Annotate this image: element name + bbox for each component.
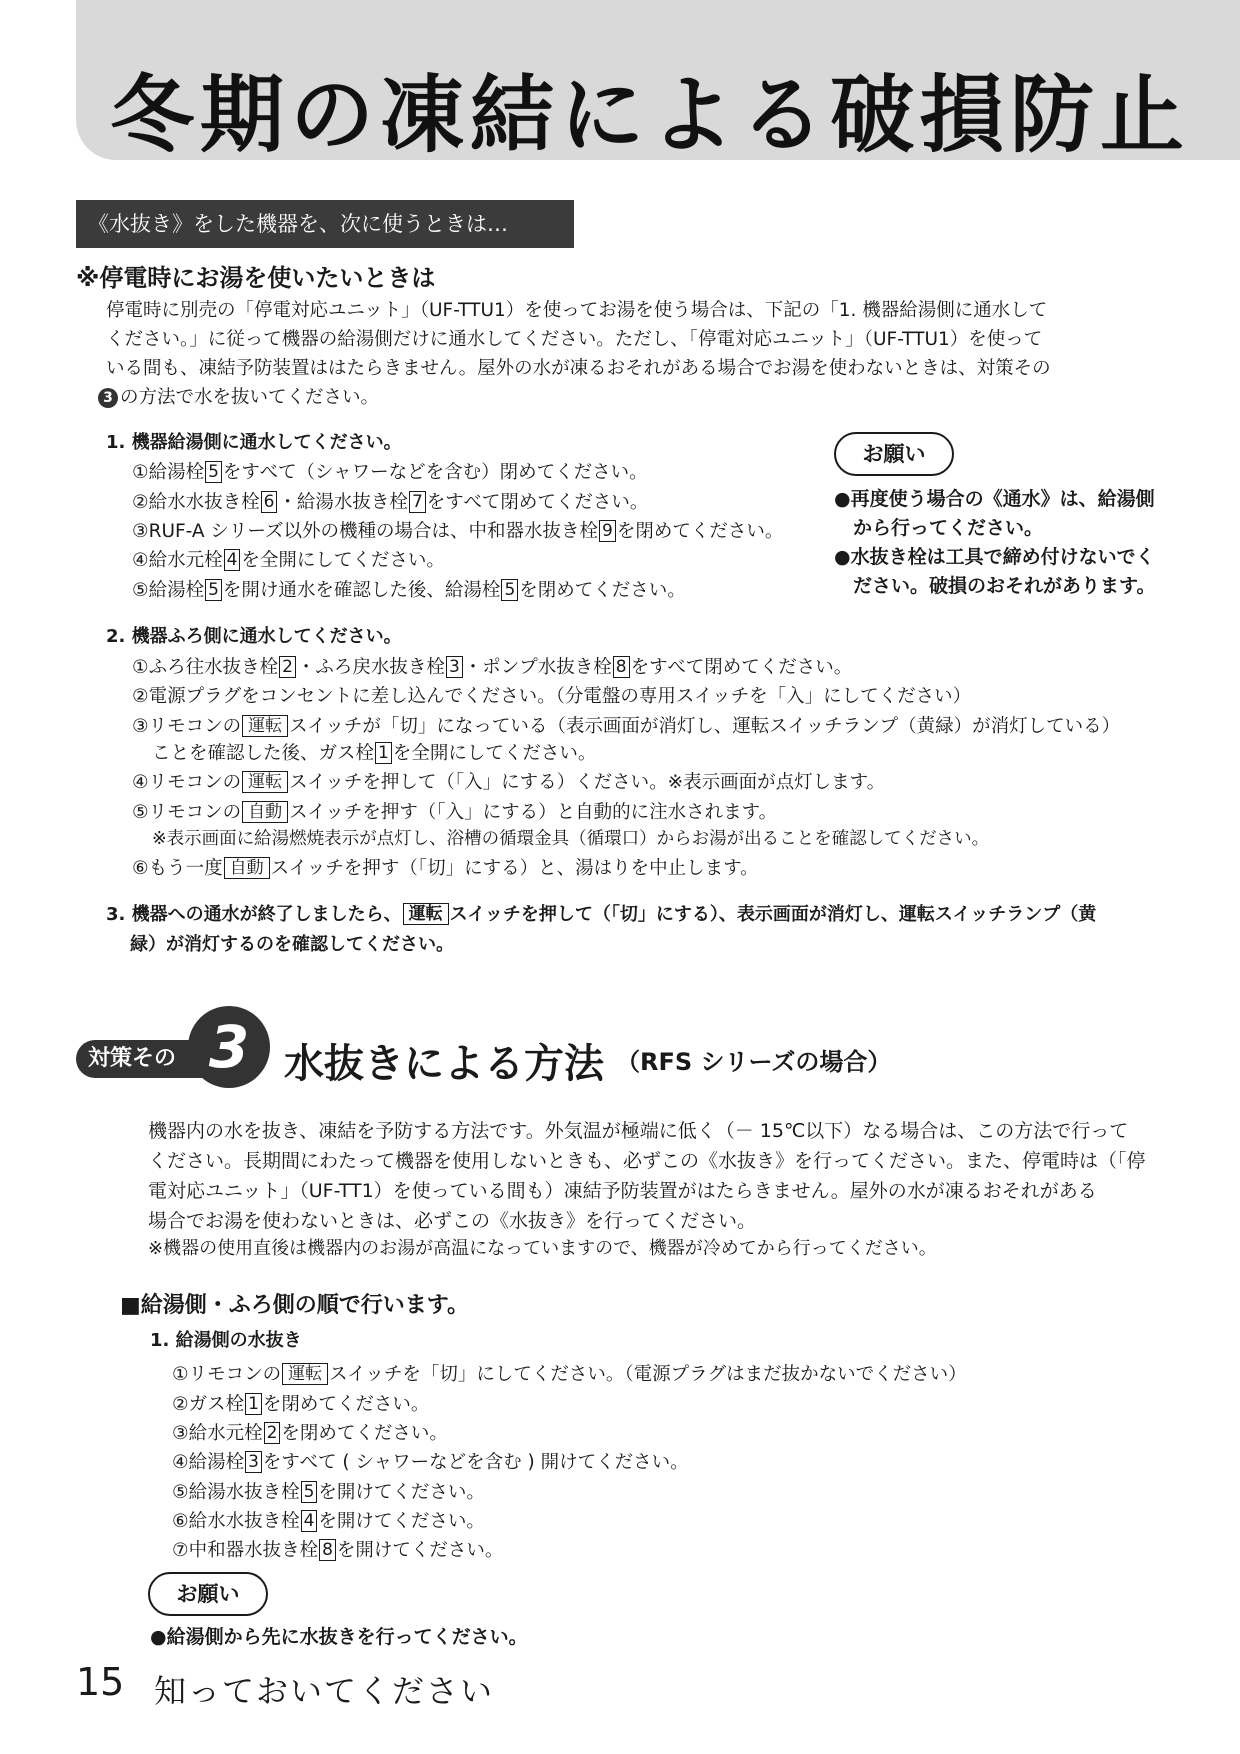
step1-item-5-mid: を開け通水を確認した後、給湯栓 <box>222 580 501 601</box>
page-number: 15 <box>76 1660 125 1704</box>
step3-line-1 <box>106 900 1096 926</box>
valve-number-box: 1 <box>245 1393 262 1415</box>
countermeasure-number: 3 <box>188 1006 270 1088</box>
step3-pre: 3. 機器への通水が終了しましたら、 <box>106 904 402 925</box>
blackout-line-4-text: の方法で水を抜いてください。 <box>120 387 380 408</box>
step2-item-3-post2: を全開にしてください。 <box>392 743 597 764</box>
step2-item-3-pre: ③リモコンの <box>132 716 242 737</box>
step2-item-6-post: スイッチを押す（「切」にする）と、湯はりを中止します。 <box>270 858 759 879</box>
drain-step-7-pre: ⑦中和器水抜き栓 <box>172 1540 319 1561</box>
valve-number-box: 5 <box>301 1481 318 1503</box>
blackout-line-1: 停電時に別売の「停電対応ユニット」（UF-TTU1）を使ってお湯を使う場合は、下記の「1. 機器給湯側に通水して <box>106 300 1048 321</box>
request-line-4: ださい。破損のおそれがあります。 <box>834 575 1156 597</box>
step1-item-4-post: を全開にしてください。 <box>241 550 445 571</box>
step1-item-1-pre: ①給湯栓 <box>132 462 205 483</box>
valve-number-box: 7 <box>409 491 426 513</box>
request-label: お願い <box>834 432 954 476</box>
section-subtitle: （RFS シリーズの場合） <box>616 1048 892 1076</box>
intro-line-2: ください。長期間にわたって機器を使用しないときも、必ずこの《水抜き》を行ってください。また、停電時は（「停 <box>148 1150 1146 1172</box>
step2-item-1-pre: ①ふろ往水抜き栓 <box>132 657 279 678</box>
run-switch-key: 運転 <box>282 1363 328 1385</box>
valve-number-box: 3 <box>446 656 463 678</box>
drain-step-2 <box>172 1390 429 1416</box>
auto-switch-key: 自動 <box>242 801 288 823</box>
valve-number-box: 5 <box>501 579 518 601</box>
blackout-line-3: いる間も、凍結予防装置ははたらきません。屋外の水が凍るおそれがある場合でお湯を使わないときは、対策その <box>106 358 1051 379</box>
step1-item-5-post: を閉めてください。 <box>519 580 686 601</box>
step2-item-1-mid2: ・ポンプ水抜き栓 <box>463 657 612 678</box>
step2-item-1-mid1: ・ふろ戻水抜き栓 <box>296 657 445 678</box>
drain-step-3-pre: ③給水元栓 <box>172 1423 263 1444</box>
step1-item-3-post: を閉めてください。 <box>616 521 784 542</box>
step1-item-1 <box>132 458 648 484</box>
valve-number-box: 8 <box>613 656 630 678</box>
blackout-line-2: ください。」に従って機器の給湯側だけに通水してください。ただし、「停電対応ユニット」（UF-TTU1）を使って <box>106 329 1043 350</box>
step1-item-4 <box>132 546 445 572</box>
step1-item-5-pre: ⑤給湯栓 <box>132 580 205 601</box>
intro-line-1: 機器内の水を抜き、凍結を予防する方法です。外気温が極端に低く（－ 15℃以下）なる場合は、この方法で行って <box>148 1120 1129 1142</box>
request-line-bottom: ●給湯側から先に水抜きを行ってください。 <box>150 1626 528 1648</box>
step2-item-3 <box>132 712 1120 738</box>
drain-step-1-pre: ①リモコンの <box>172 1364 282 1385</box>
drain-step-4 <box>172 1448 689 1474</box>
intro-note: ※機器の使用直後は機器内のお湯が高温になっていますので、機器が冷めてから行ってください。 <box>148 1238 937 1259</box>
drain-step-4-post: をすべて ( シャワーなどを含む ) 開けてください。 <box>262 1452 689 1473</box>
step2-heading: 2. 機器ふろ側に通水してください。 <box>106 626 402 647</box>
step1-item-2-pre: ②給水水抜き栓 <box>132 492 260 513</box>
request-line-3: ●水抜き栓は工具で締め付けないでく <box>834 546 1155 568</box>
valve-number-box: 2 <box>264 1422 281 1444</box>
intro-line-4: 場合でお湯を使わないときは、必ずこの《水抜き》を行ってください。 <box>148 1210 757 1232</box>
drain-step-7 <box>172 1536 503 1562</box>
request-line-1: ●再度使う場合の《通水》は、給湯側 <box>834 488 1155 510</box>
step1-heading: 1. 機器給湯側に通水してください。 <box>106 432 402 453</box>
auto-switch-key: 自動 <box>224 857 270 879</box>
drain-step-2-post: を閉めてください。 <box>262 1394 430 1415</box>
drain-step-5-pre: ⑤給湯水抜き栓 <box>172 1482 300 1503</box>
intro-line-3: 電対応ユニット」（UF-TT1）を使っている間も）凍結予防装置がはたらきません。屋外の水が凍るおそれがある <box>148 1180 1097 1202</box>
drain-step-2-pre: ②ガス栓 <box>172 1394 245 1415</box>
step1-item-5 <box>132 576 686 602</box>
drain-step-3-post: を閉めてください。 <box>281 1423 448 1444</box>
drain-step-5 <box>172 1478 485 1504</box>
step3-line-2: 緑）が消灯するのを確認してください。 <box>130 934 454 955</box>
run-switch-key: 運転 <box>242 771 288 793</box>
drain-step-6 <box>172 1507 485 1533</box>
step2-item-6-pre: ⑥もう一度 <box>132 858 223 879</box>
valve-number-box: 8 <box>319 1539 336 1561</box>
valve-number-box: 5 <box>205 579 222 601</box>
drain-step-7-post: を開けてください。 <box>336 1540 504 1561</box>
valve-number-box: 3 <box>245 1451 262 1473</box>
request-line-2: から行ってください。 <box>834 517 1044 539</box>
valve-number-box: 1 <box>375 742 392 764</box>
step2-item-4 <box>132 768 885 794</box>
step2-item-4-pre: ④リモコンの <box>132 772 242 793</box>
page-title: 冬期の凍結による破損防止 <box>110 66 1191 164</box>
valve-number-box: 5 <box>205 461 222 483</box>
step1-item-1-post: をすべて（シャワーなどを含む）閉めてください。 <box>222 462 648 483</box>
step2-item-3-cont <box>152 739 596 765</box>
step2-item-5-post: スイッチを押す（「入」にする）と自動的に注水されます。 <box>289 802 778 823</box>
valve-number-box: 9 <box>599 520 616 542</box>
step1-item-2-post: をすべて閉めてください。 <box>426 492 649 513</box>
valve-number-box: 4 <box>301 1510 318 1532</box>
valve-number-box: 4 <box>224 549 241 571</box>
subhead-banner: 《水抜き》をした機器を、次に使うときは… <box>76 200 574 248</box>
step2-item-3-cont-text: ことを確認した後、ガス栓 <box>152 743 375 764</box>
step2-item-3-post: スイッチが「切」になっている（表示画面が消灯し、運転スイッチランプ（黄緑）が消灯している） <box>289 716 1121 737</box>
drain-step-4-pre: ④給湯栓 <box>172 1452 245 1473</box>
drain-step-6-post: を開けてください。 <box>318 1511 485 1532</box>
step2-item-2: ②電源プラグをコンセントに差し込んでください。（分電盤の専用スイッチを「入」にしてください） <box>132 686 972 707</box>
valve-number-box: 6 <box>261 491 278 513</box>
drain-step-3 <box>172 1419 448 1445</box>
order-heading: ■給湯側・ふろ側の順で行います。 <box>120 1293 470 1318</box>
step1-item-2 <box>132 488 648 514</box>
footer-section-label: 知っておいてください <box>154 1672 495 1710</box>
step2-item-6 <box>132 854 759 880</box>
step1-item-2-mid: ・給湯水抜き栓 <box>278 492 408 513</box>
section-title: 水抜きによる方法 <box>284 1041 604 1087</box>
blackout-line-4 <box>98 383 379 409</box>
step2-item-5-pre: ⑤リモコンの <box>132 802 242 823</box>
blackout-heading: ※停電時にお湯を使いたいときは <box>76 264 436 292</box>
step2-item-1-post: をすべて閉めてください。 <box>630 657 853 678</box>
drain-step-1 <box>172 1360 967 1386</box>
drain-step-6-pre: ⑥給水水抜き栓 <box>172 1511 300 1532</box>
run-switch-key: 運転 <box>242 715 288 737</box>
step2-item-5-note: ※表示画面に給湯燃焼表示が点灯し、浴槽の循環金具（循環口）からお湯が出ることを確認してください。 <box>152 829 990 849</box>
step3-post: スイッチを押して（「切」にする）、表示画面が消灯し、運転スイッチランプ（黄 <box>449 904 1097 925</box>
step2-item-1 <box>132 653 852 679</box>
drain-step-5-post: を開けてください。 <box>318 1482 485 1503</box>
drain-step-1-post: スイッチを「切」にしてください。（電源プラグはまだ抜かないでください） <box>329 1364 967 1385</box>
request-label-2: お願い <box>148 1572 268 1616</box>
step1-item-4-pre: ④給水元栓 <box>132 550 223 571</box>
run-switch-key: 運転 <box>403 903 449 925</box>
step1-item-3-pre: ③RUF-A シリーズ以外の機種の場合は、中和器水抜き栓 <box>132 521 599 542</box>
hot-water-drain-heading: 1. 給湯側の水抜き <box>150 1330 302 1351</box>
method-3-icon: 3 <box>98 388 118 408</box>
step2-item-5 <box>132 798 777 824</box>
valve-number-box: 2 <box>279 656 296 678</box>
countermeasure-tag: 対策その <box>76 1040 208 1078</box>
step1-item-3 <box>132 517 783 543</box>
step2-item-4-post: スイッチを押して（「入」にする）ください。※表示画面が点灯します。 <box>289 772 886 793</box>
